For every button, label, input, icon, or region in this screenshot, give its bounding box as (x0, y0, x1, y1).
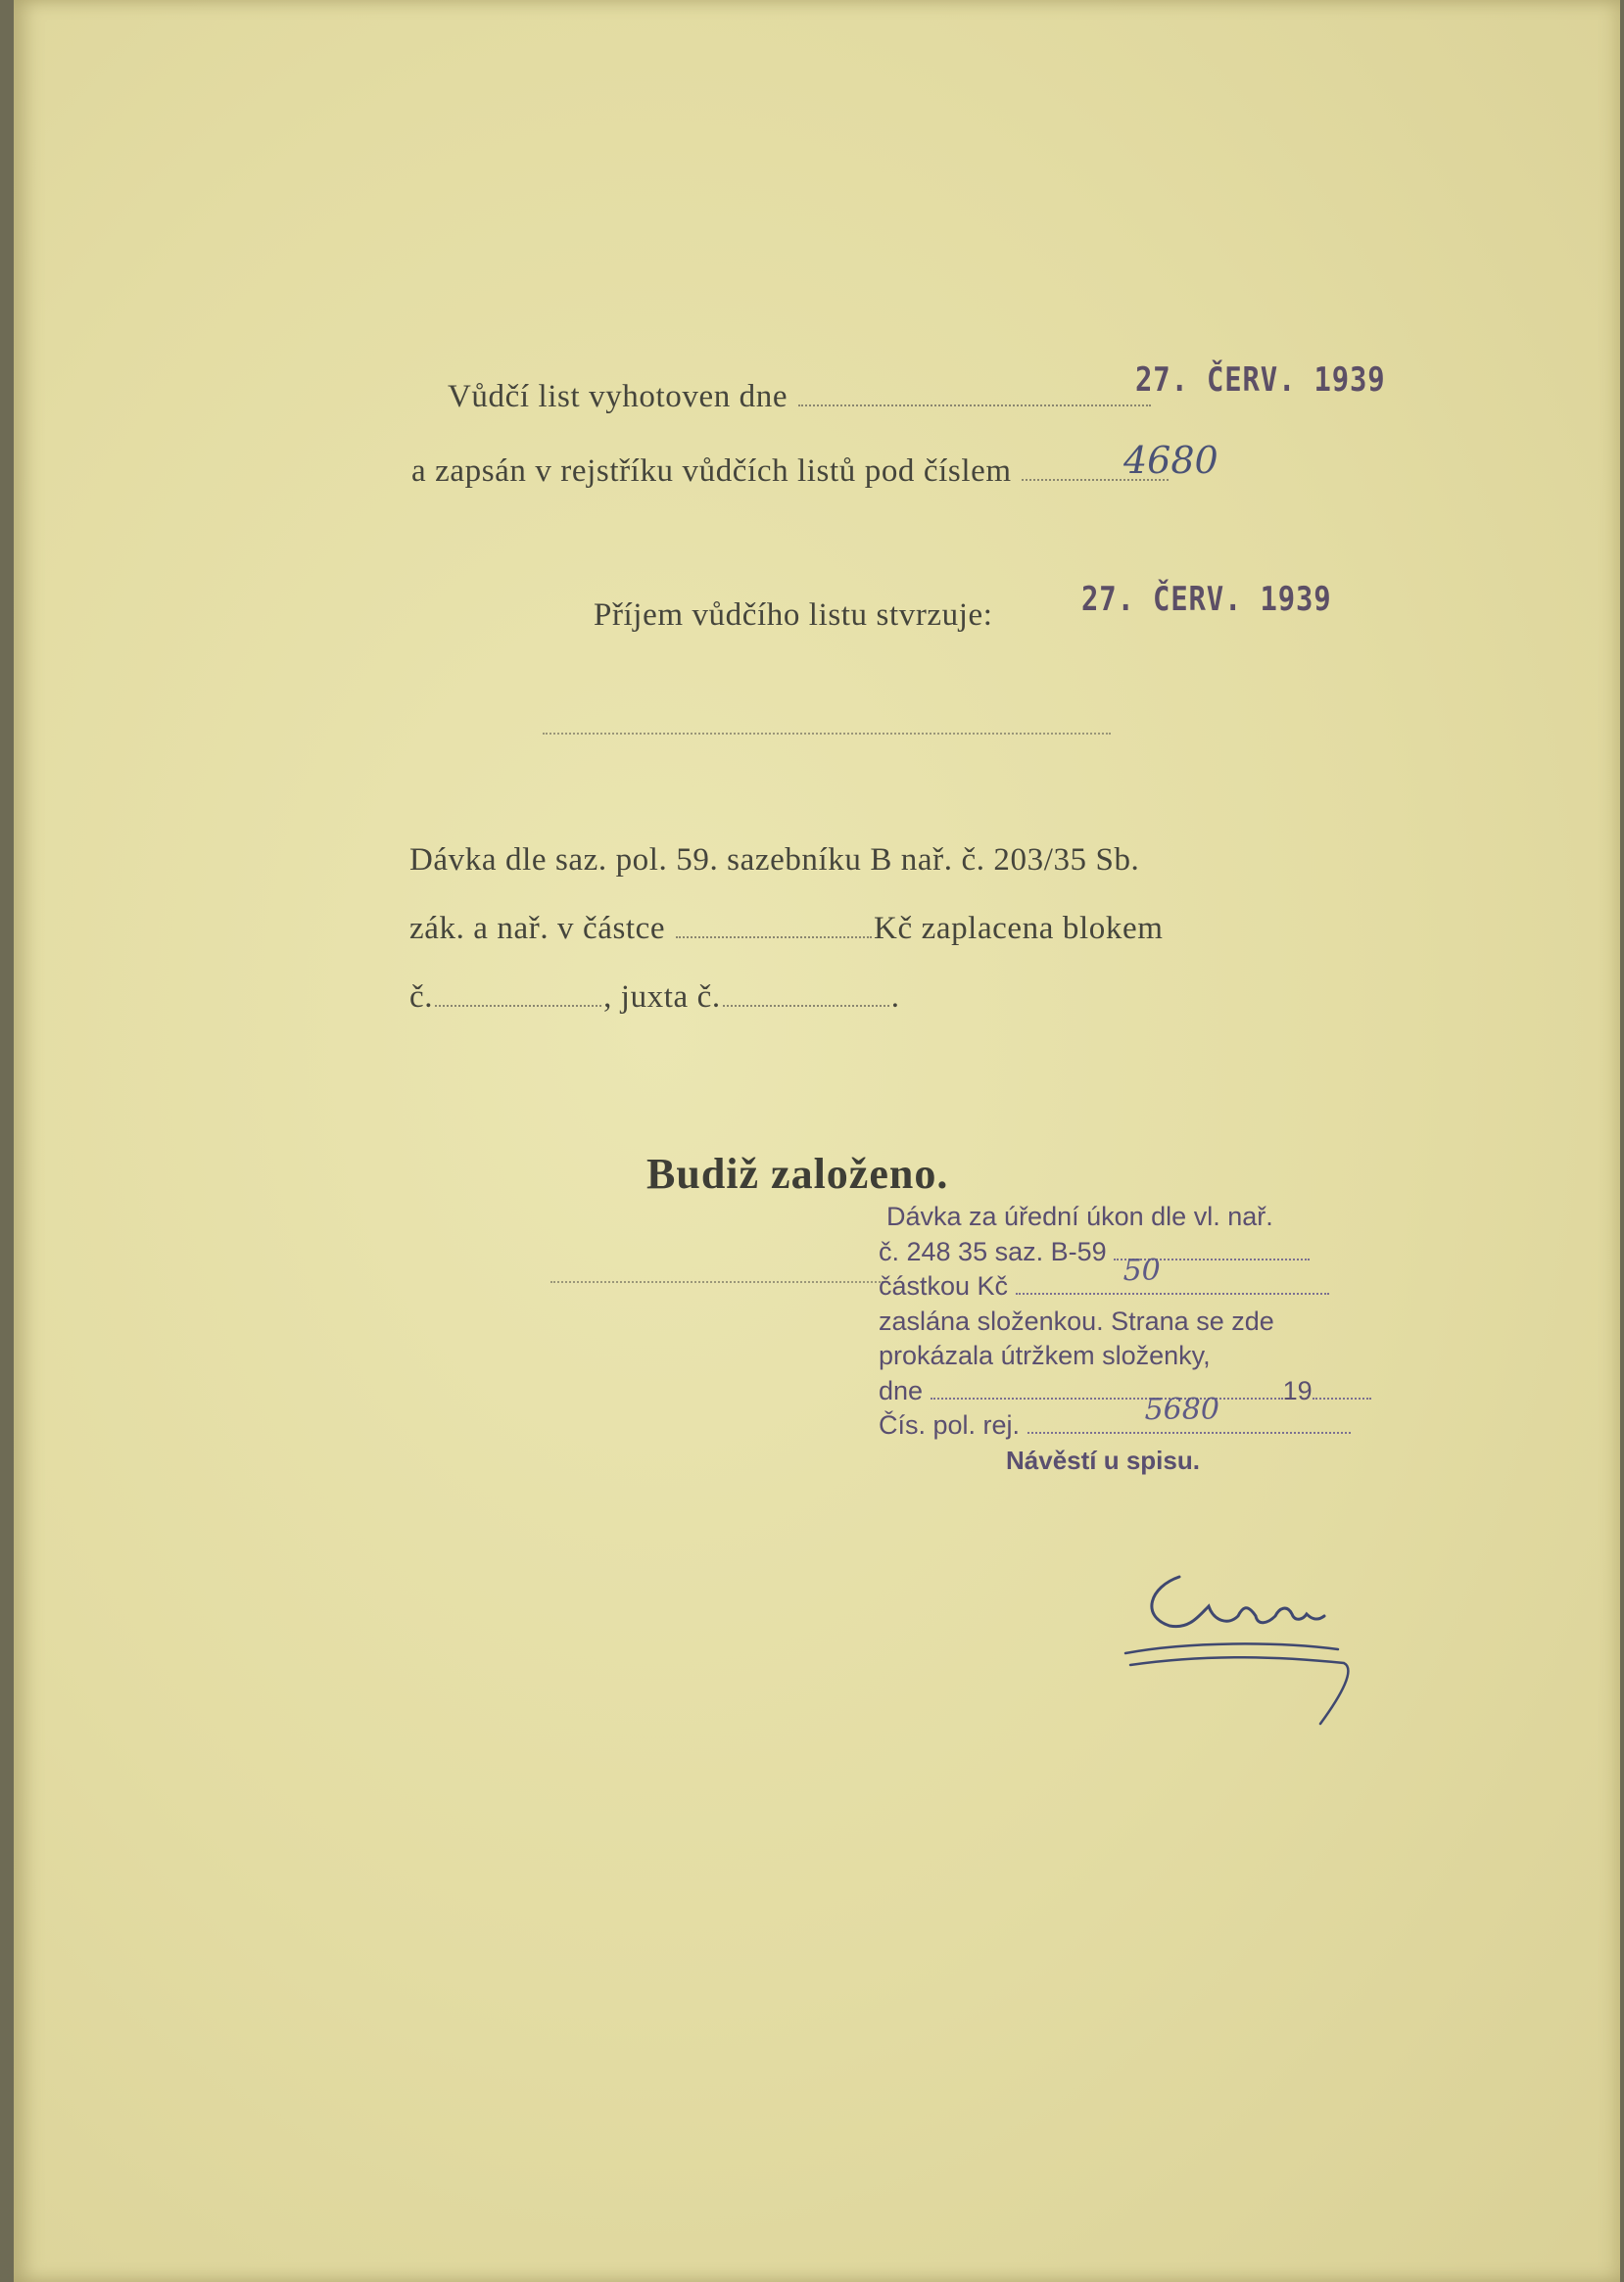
fee-line-3-period: . (890, 979, 900, 1015)
stamp-row-4: zaslána složenkou. Strana se zde (879, 1306, 1274, 1336)
issue-date-dots (798, 381, 1151, 406)
receipt-stamp: 27. ČERV. 1939 (1081, 580, 1332, 619)
stamp-date-year: 19 (1282, 1375, 1313, 1405)
fee-line-1: Dávka dle saz. pol. 59. sazebníku B nař. č. 203/35 Sb. (409, 842, 1140, 878)
fee-line-2 (409, 909, 1163, 948)
fee-line-3 (409, 977, 900, 1017)
fee-amount-dots (676, 913, 872, 938)
fee-line-3-mid: , juxta č. (603, 979, 721, 1015)
stamp-register-label: Čís. pol. rej. (879, 1410, 1021, 1440)
page-heading: Budiž založeno. (646, 1150, 949, 1198)
handwritten-signature (1111, 1547, 1385, 1743)
receipt-label: Příjem vůdčího listu stvrzuje: (594, 597, 993, 633)
stamp-footer: Návěstí u spisu. (1006, 1445, 1200, 1475)
receipt-signature-dots (543, 733, 1111, 735)
stamp-amount-value: 50 (1122, 1254, 1161, 1288)
block-number-dots (435, 981, 601, 1007)
stamp-date-year-dots (1313, 1378, 1371, 1400)
stamp-register-dots (1027, 1393, 1351, 1434)
stamp-amount-dots (1016, 1254, 1329, 1295)
stamp-row-3 (879, 1254, 1427, 1305)
stamp-row-7 (879, 1393, 1427, 1444)
stamp-date-label: dne (879, 1375, 924, 1405)
stamp-row-1: Dávka za úřední úkon dle vl. nař. (886, 1202, 1273, 1231)
register-number: 4680 (1123, 439, 1218, 482)
stamp-amount-label: částkou Kč (879, 1271, 1009, 1301)
issue-date-stamp: 27. ČERV. 1939 (1135, 360, 1386, 400)
receipt-line (594, 595, 993, 635)
register-line (411, 452, 1170, 491)
stamp-date-dots (931, 1378, 1283, 1400)
register-label: a zapsán v rejstříku vůdčích listů pod číslem (411, 453, 1012, 489)
fee-line-2-end: Kč zaplacena blokem (874, 911, 1164, 946)
issue-date-label: Vůdčí list vyhotoven dne (448, 379, 788, 414)
stamp-register-value: 5680 (1144, 1393, 1219, 1427)
fee-stamp (879, 1200, 1427, 1478)
stamp-row-5: prokázala útržkem složenky, (879, 1341, 1211, 1370)
document-page (14, 0, 1620, 2282)
stamp-row-2-text: č. 248 35 saz. B-59 (879, 1236, 1107, 1266)
heading-signature-dots (550, 1281, 884, 1283)
juxta-number-dots (723, 981, 889, 1007)
fee-line-2-start: zák. a nař. v částce (409, 911, 666, 946)
fee-line-3-start: č. (409, 979, 434, 1015)
issue-date-line (448, 377, 1153, 416)
